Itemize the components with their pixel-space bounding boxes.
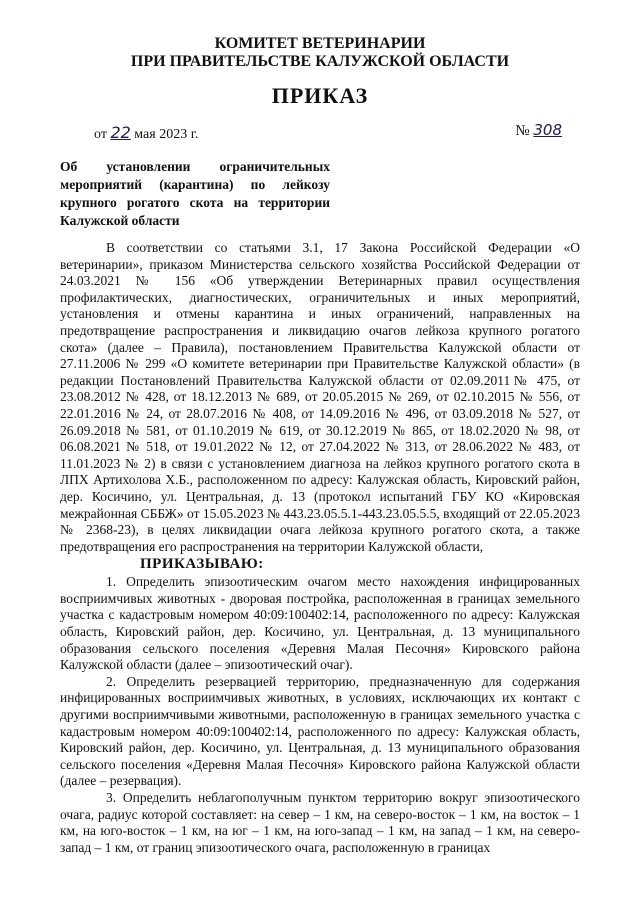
order-heading: ПРИКАЗЫВАЮ: (140, 556, 264, 573)
document-number (515, 121, 562, 140)
org-name-line2: ПРИ ПРАВИТЕЛЬСТВЕ КАЛУЖСКОЙ ОБЛАСТИ (130, 53, 510, 70)
org-name-line1: КОМИТЕТ ВЕТЕРИНАРИИ (214, 35, 426, 52)
document-date (94, 123, 198, 143)
number-label: № (515, 123, 530, 139)
document-subject: Об установлении ограничительных мероприятий (карантина) по лейкозу крупного рогатого скота на территории Калужской области (60, 159, 330, 228)
date-day-handwritten: 22 (110, 123, 131, 142)
document-type-title: ПРИКАЗ (271, 83, 369, 108)
order-item-2: 2. Определить резервацией территорию, предназначенную для содержания инфицированных восприимчивых животных, в условиях, исключающих их контакт с другими восприимчивыми животными, расположенную в границах земельного участка с кадастровым номером 40:09:100402:14, расположенного по адресу: Калужская область, Кировский район, дер. Косичино, ул. Центральная, д. 13 муниципального образования сельского поселения «Деревня Малая Песочня» Кировского района Калужской области (далее – резервация). (60, 673, 580, 789)
date-month-year: мая 2023 г. (134, 127, 199, 142)
preamble-paragraph: В соответствии со статьями 3.1, 17 Закона Российской Федерации «О ветеринарии», приказом Министерства сельского хозяйства Российской Федерации от 24.03.2021 № 156 «Об утверждении Ветеринарных правил осуществления профилактических, диагностических, ограничительных и иных мероприятий, установления и отмены карантина и иных ограничений, направленных на предотвращение распространения и ликвидацию очагов лейкоза крупного рогатого скота» (далее – Правила), постановлением Правительства Калужской области от 27.11.2006 № 299 «О комитете ветеринарии при Правительстве Калужской области» (в редакции Постановлений Правительства Калужской области от 02.09.2011№ 475, от 23.08.2012 № 428, от 18.12.2013 № 689, от 20.05.2015 № 269, от 02.10.2015 № 556, от 22.01.2016 № 24, от 28.07.2016 № 408, от 14.09.2016 № 496, от 03.09.2018 № 527, от 26.09.2018 № 581, от 01.10.2019 № 619, от 30.12.2019 № 865, от 18.02.2020 № 98, от 06.08.2021 № 518, от 19.01.2022 № 12, от 27.04.2022 № 313, от 28.06.2022 № 483, от 11.01.2023 № 2) в связи с установлением диагноза на лейкоз крупного рогатого скота в ЛПХ Артихолова Х.Б., расположенном по адресу: Калужская область, Кировский район, дер. Косичино, ул. Центральная, д. 13 (протокол испытаний ГБУ КО «Кировская межрайонная СББЖ» от 15.05.2023 № 443.23.05.5.1-443.23.05.5.5, входящий от 22.05.2023 № 2368-23), в целях ликвидации очага лейкоза крупного рогатого скота, а также предотвращения его распространения на территории Калужской области, (60, 240, 580, 554)
number-value-handwritten: 308 (533, 121, 562, 139)
document-body (60, 240, 580, 856)
date-prefix: от (94, 127, 107, 142)
order-item-3: 3. Определить неблагополучным пунктом территорию вокруг эпизоотического очага, радиус которой составляет: на север – 1 км, на северо-восток – 1 км, на восток – 1 км, на юго-восток – 1 км, на юг – 1 км, на юго-запад – 1 км, на запад – 1 км, на северо-запад – 1 км, от границ эпизоотического очага, расположенную в границах (60, 790, 580, 855)
order-item-1: 1. Определить эпизоотическим очагом место нахождения инфицированных восприимчивых животных - дворовая постройка, расположенная в границах земельного участка с кадастровым номером 40:09:100402:14, расположенного по адресу: Калужская область, Кировский район, дер. Косичино, ул. Центральная, д. 13 муниципального образования сельского поселения «Деревня Малая Песочня» Кировского района Калужской области (далее – эпизоотический очаг). (60, 574, 580, 673)
